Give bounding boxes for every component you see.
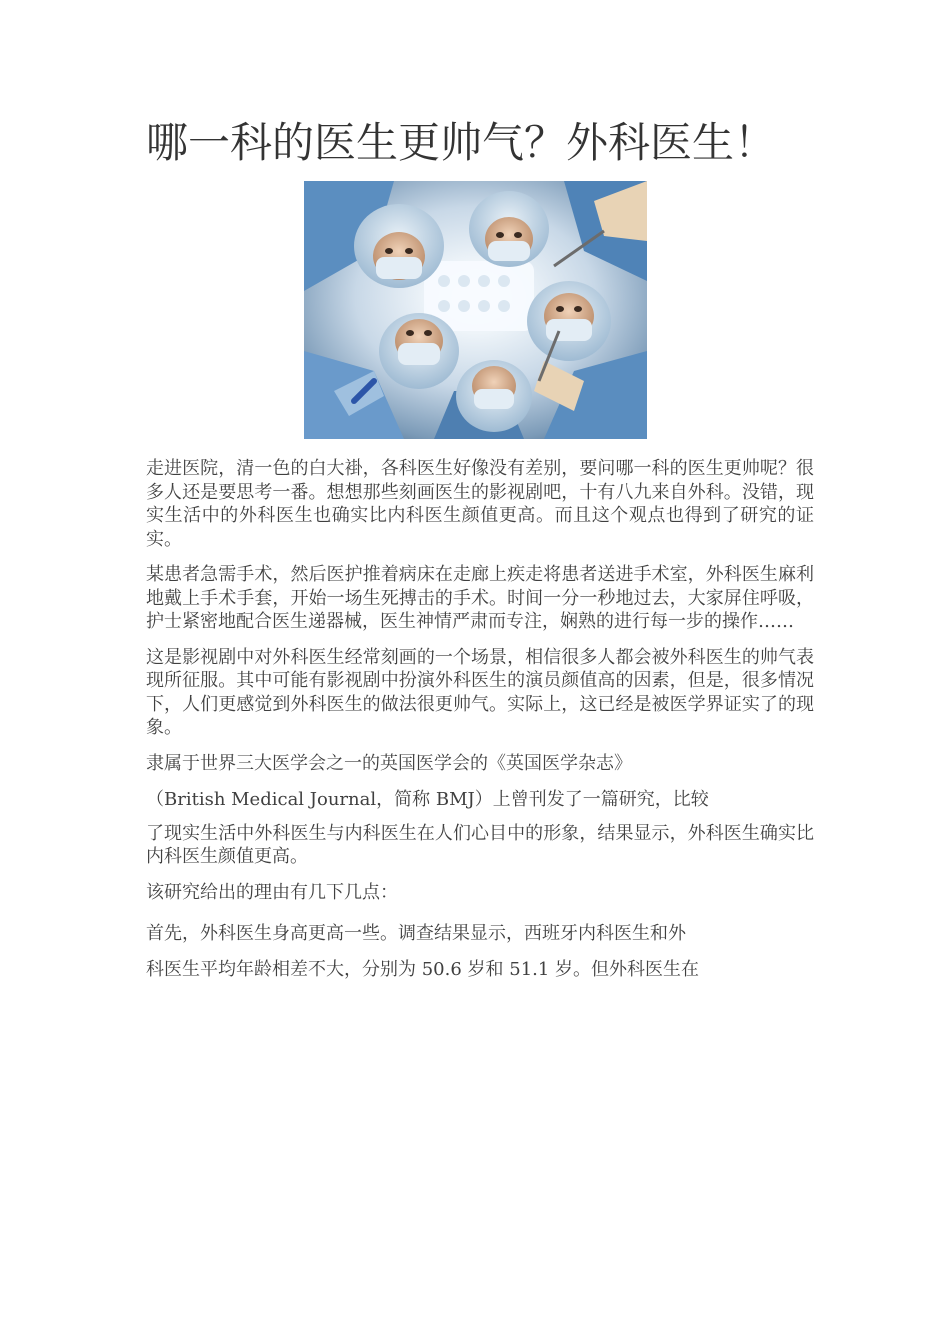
paragraph: 走进医院，清一色的白大褂，各科医生好像没有差别，要问哪一科的医生更帅呢？很多人还是要思考一番。想想那些刻画医生的影视剧吧，十有八九来自外科。没错，现实生活中的外科医生也确实比内科医生颜值更高。而且这个观点也得到了研究的证实。 — [146, 458, 814, 550]
paragraph: （British Medical Journal，简称 BMJ）上曾刊发了一篇研究，比较 — [146, 788, 709, 810]
document-title: 哪一科的医生更帅气？外科医生！ — [146, 118, 777, 167]
paragraph: 科医生平均年龄相差不大，分别为 50.6 岁和 51.1 岁。但外科医生在 — [146, 959, 700, 980]
document-page — [146, 118, 814, 988]
article-body — [146, 457, 814, 988]
paragraph: 某患者急需手术，然后医护推着病床在走廊上疾走将患者送进手术室，外科医生麻利地戴上手术手套，开始一场生死搏击的手术。时间一分一秒地过去，大家屏住呼吸，护士紧密地配合医生递器械，医生神情严肃而专注，娴熟的进行每一步的操作…… — [146, 564, 814, 632]
paragraph: 首先，外科医生身高更高一些。调查结果显示，西班牙内科医生和外 — [146, 923, 686, 944]
paragraph: 了现实生活中外科医生与内科医生在人们心目中的形象，结果显示，外科医生确实比内科医生颜值更高。 — [146, 822, 814, 867]
paragraph: 隶属于世界三大医学会之一的英国医学会的《英国医学杂志》 — [146, 752, 632, 774]
paragraph: 这是影视剧中对外科医生经常刻画的一个场景，相信很多人都会被外科医生的帅气表现所征服。其中可能有影视剧中扮演外科医生的演员颜值高的因素，但是，很多情况下，人们更感觉到外科医生的做法很更帅气。实际上，这已经是被医学界证实了的现象。 — [146, 646, 814, 738]
surgeons-photo — [304, 181, 647, 439]
paragraph: 该研究给出的理由有几下几点： — [146, 881, 398, 903]
surgeons-looking-down-photo-icon — [304, 181, 647, 439]
